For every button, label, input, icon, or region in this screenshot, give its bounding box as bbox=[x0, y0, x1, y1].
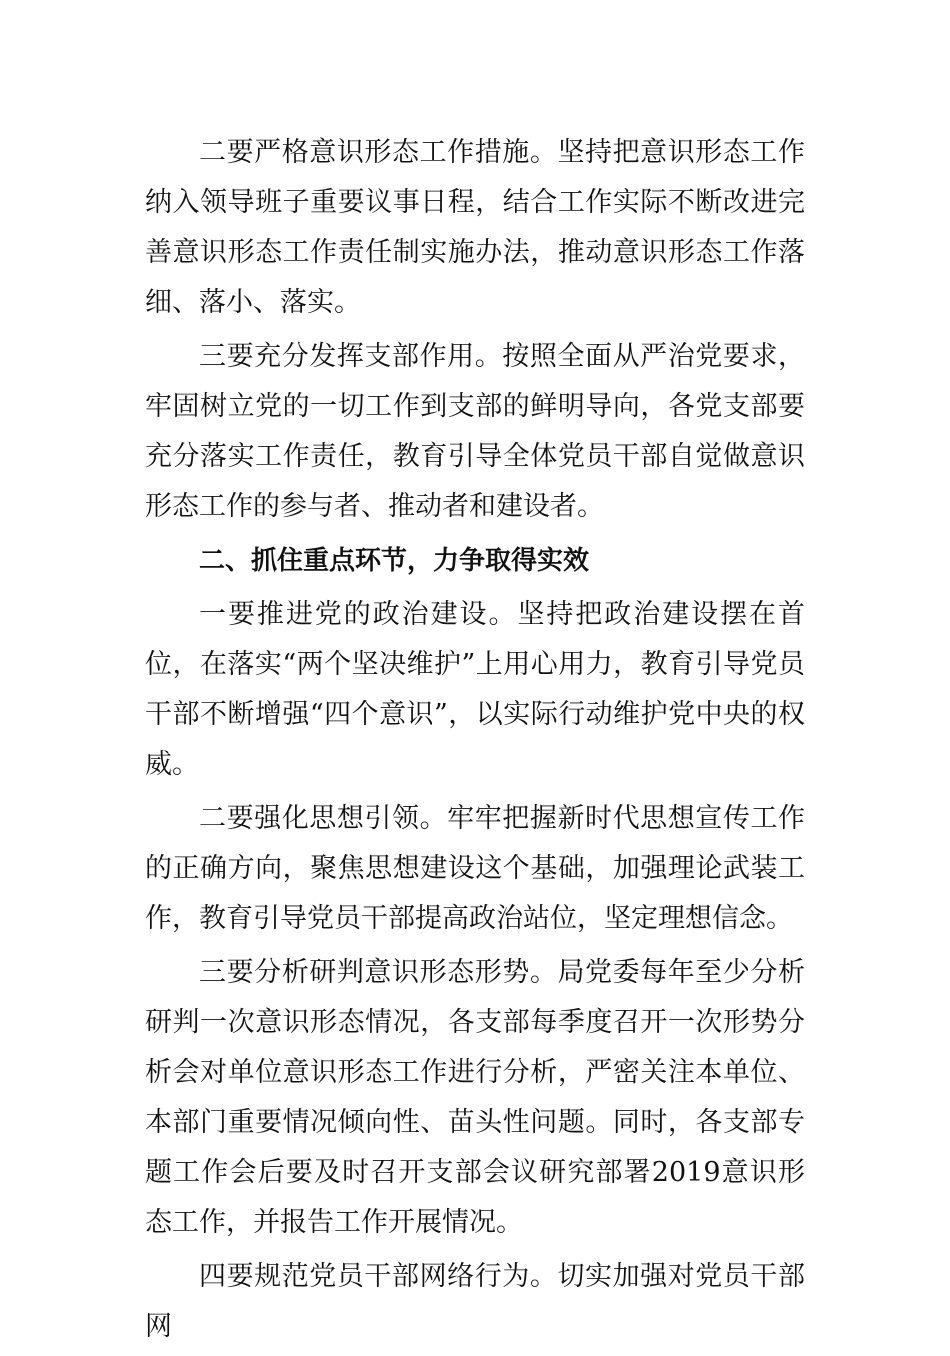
paragraph-text: 坚持把政治建设摆在首位，在落实“两个坚决维护”上用心用力，教育引导党员干部不断增强“四个意识”，以实际行动维护党中央的权威。 bbox=[145, 599, 806, 780]
paragraph-situation-analysis bbox=[145, 948, 805, 1248]
paragraph-online-conduct bbox=[145, 1252, 805, 1352]
paragraph-ideological-guidance bbox=[145, 794, 805, 944]
paragraph-text: 切实加强对党员干部网 bbox=[145, 1261, 806, 1342]
section-heading: 二、抓住重点环节，力争取得实效 bbox=[199, 546, 590, 576]
paragraph-political-building bbox=[145, 590, 805, 790]
paragraph-text: 局党委每年至少分析研判一次意识形态情况，各支部每季度召开一次形势分析会对单位意识形态工作进行分析，严密关注本单位、本部门重要情况倾向性、苗头性问题。同时，各支部专题工作会后要及时召开支部会议研究部署2019意识形态工作，并报告工作开展情况。 bbox=[145, 957, 806, 1238]
paragraph-measures bbox=[145, 128, 805, 328]
paragraph-text: 按照全面从严治党要求，牢固树立党的一切工作到支部的鲜明导向，各党支部要充分落实工作责任，教育引导全体党员干部自觉做意识形态工作的参与者、推动者和建设者。 bbox=[145, 341, 806, 522]
paragraph-lead: 四要规范党员干部网络行为。 bbox=[199, 1261, 558, 1292]
document-body bbox=[145, 128, 805, 1356]
paragraph-lead: 二要严格意识形态工作措施。 bbox=[199, 137, 558, 168]
paragraph-text: 牢牢把握新时代思想宣传工作的正确方向，聚焦思想建设这个基础，加强理论武装工作，教育引导党员干部提高政治站位，坚定理想信念。 bbox=[145, 803, 806, 934]
paragraph-lead: 三要分析研判意识形态形势。 bbox=[199, 957, 558, 988]
paragraph-lead: 三要充分发挥支部作用。 bbox=[199, 341, 503, 372]
paragraph-text: 坚持把意识形态工作纳入领导班子重要议事日程，结合工作实际不断改进完善意识形态工作责任制实施办法，推动意识形态工作落细、落小、落实。 bbox=[145, 137, 806, 318]
paragraph-lead: 一要推进党的政治建设。 bbox=[199, 599, 518, 630]
paragraph-branch-role bbox=[145, 332, 805, 532]
paragraph-lead: 二要强化思想引领。 bbox=[199, 803, 448, 834]
